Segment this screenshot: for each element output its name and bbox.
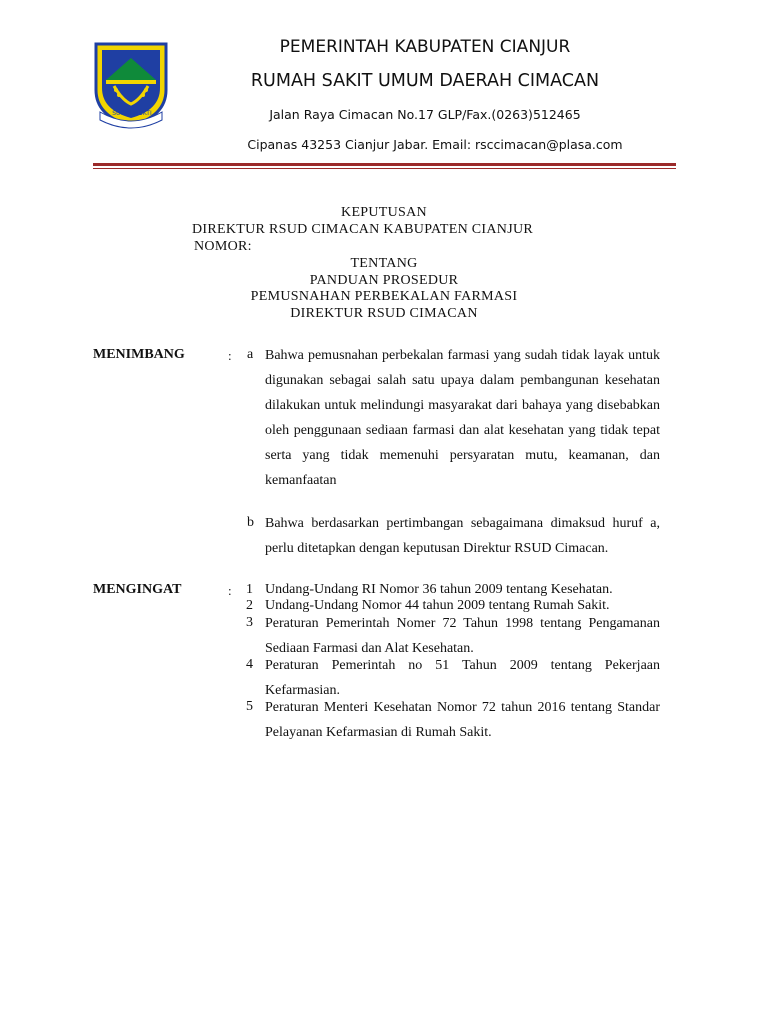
doc-number: NOMOR: xyxy=(194,239,252,254)
mengingat-item-1: Undang-Undang RI Nomor 36 tahun 2009 tentang Kesehatan. xyxy=(265,582,613,597)
letterhead-government: PEMERINTAH KABUPATEN CIANJUR xyxy=(279,37,571,57)
menimbang-item-a: Bahwa pemusnahan perbekalan farmasi yang sudah tidak layak untuk digunakan sebagai salah satu upaya dalam pembangunan kesehatan dilakukan untuk melindungi masyarakat dari bahaya yang disebabkan oleh penggunaan sediaan farmasi dan alat kesehatan yang tidak tepat serta yang tidak memenuhi persyaratan mutu, keamanan, dan kemanfaatan xyxy=(265,348,660,488)
doc-subject-3: DIREKTUR RSUD CIMACAN xyxy=(290,306,478,321)
mengingat-marker-1: 1 xyxy=(246,582,253,597)
mengingat-marker-4: 4 xyxy=(246,657,253,672)
mengingat-item-3: Peraturan Pemerintah Nomer 72 Tahun 1998 tentang Pengamanan Sediaan Farmasi dan Alat Kesehatan. xyxy=(265,616,660,656)
menimbang-item-b: Bahwa berdasarkan pertimbangan sebagaimana dimaksud huruf a, perlu ditetapkan dengan keputusan Direktur RSUD Cimacan. xyxy=(265,516,660,556)
menimbang-colon: : xyxy=(228,348,232,363)
mengingat-colon: : xyxy=(228,583,232,598)
mengingat-marker-2: 2 xyxy=(246,598,253,613)
regency-logo xyxy=(92,40,170,130)
doc-subject-1: PANDUAN PROSEDUR xyxy=(309,273,459,288)
letterhead-contact: Cipanas 43253 Cianjur Jabar. Email: rsccimacan@plasa.com xyxy=(247,137,623,152)
doc-subject-2: PEMUSNAHAN PERBEKALAN FARMASI xyxy=(250,289,518,304)
doc-issuer-line: DIREKTUR RSUD CIMACAN KABUPATEN CIANJUR xyxy=(192,222,533,237)
menimbang-marker-b: b xyxy=(247,515,254,530)
mengingat-marker-3: 3 xyxy=(246,615,253,630)
menimbang-label: MENIMBANG xyxy=(93,347,185,362)
letterhead-hospital: RUMAH SAKIT UMUM DAERAH CIMACAN xyxy=(250,71,600,91)
letterhead-rule-thin xyxy=(93,168,676,169)
mengingat-item-4: Peraturan Pemerintah no 51 Tahun 2009 tentang Pekerjaan Kefarmasian. xyxy=(265,658,660,698)
letterhead-rule-thick xyxy=(93,163,676,166)
menimbang-marker-a: a xyxy=(247,347,254,362)
mengingat-item-2: Undang-Undang Nomor 44 tahun 2009 tentang Rumah Sakit. xyxy=(265,598,610,613)
letterhead-address: Jalan Raya Cimacan No.17 GLP/Fax.(0263)512465 xyxy=(269,107,581,122)
mengingat-marker-5: 5 xyxy=(246,699,253,714)
mengingat-label: MENGINGAT xyxy=(93,582,182,597)
doc-type: KEPUTUSAN xyxy=(341,205,427,220)
doc-tentang: TENTANG xyxy=(350,256,418,271)
mengingat-item-5: Peraturan Menteri Kesehatan Nomor 72 tahun 2016 tentang Standar Pelayanan Kefarmasian di Rumah Sakit. xyxy=(265,700,660,740)
logo-motto: SUGIH MUKTI xyxy=(112,110,152,117)
